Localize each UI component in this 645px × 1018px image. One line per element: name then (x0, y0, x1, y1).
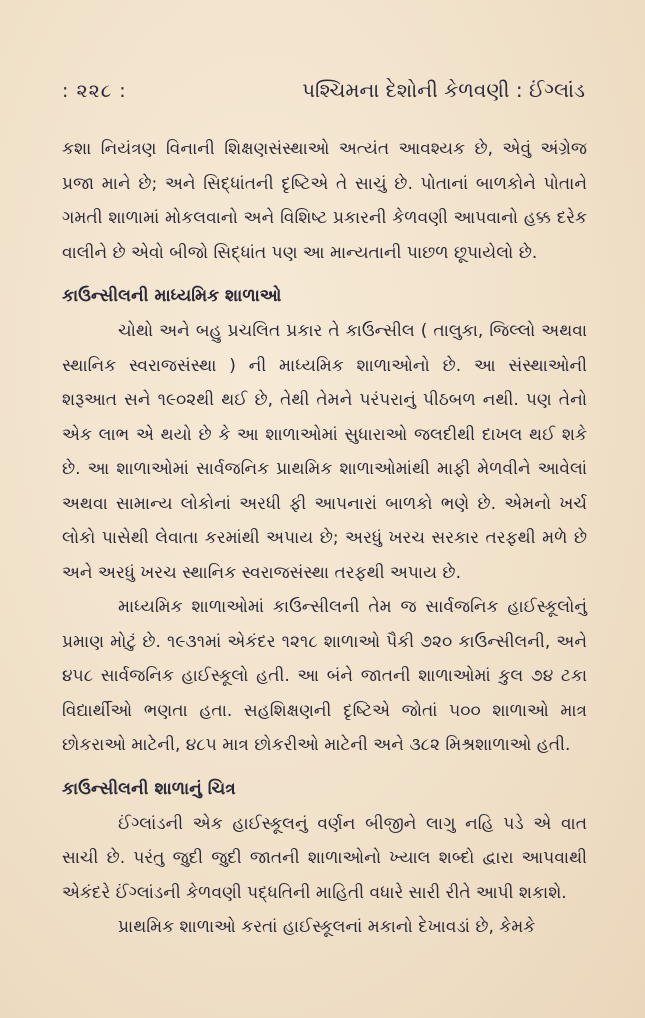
paragraph-4: ઈંગ્લાંડની એક હાઈસ્કૂલનું વર્ણન બીજીને લાગુ નહિ પડે એ વાત સાચી છે. પરંતુ જુદી જુદી જાતની શાળાઓનો ખ્યાલ શબ્દો દ્વારા આપવાથી એકંદરે ઈંગ્લાંડની કેળવણી પદ્ધતિની માહિતી વધારે સારી રીતે આપી શકાશે. (62, 813, 587, 903)
paragraph-2: ચોથો અને બહુ પ્રચલિત પ્રકાર તે કાઉન્સીલ ( તાલુકા, જિલ્લો અથવા સ્થાનિક સ્વરાજસંસ્થા ) ની માધ્યમિક શાળાઓનો છે. આ સંસ્થાઓની શરૂઆત સને ૧૯૦૨થી થઈ છે, તેથી તેમને પરંપરાનું પીઠબળ નથી. પણ તેનો એક લાભ એ થયો છે કે આ શાળાઓમાં સુધારાઓ જલદીથી દાખલ થઈ શકે છે. આ શાળાઓમાં સાર્વજનિક પ્રાથમિક શાળાઓમાંથી માફી મેળવીને આવેલાં અથવા સામાન્ય લોકોનાં અરધી ફી આપનારાં બાળકો ભણે છે. એમનો ખર્ચ લોકો પાસેથી લેવાતા કરમાંથી અપાય છે; અરધું ખરચ સરકાર તરફથી મળે છે અને અરધું ખરચ સ્થાનિક સ્વરાજસંસ્થા તરફથી અપાય છે. (62, 321, 587, 583)
running-title: પશ્ચિમના દેશોની કેળવણી : ઈંગ્લાંડ (302, 78, 585, 102)
page-number: : ૨૨૮ : (62, 80, 127, 102)
section-heading-council-school-picture: કાઉન્સીલની શાળાનું ચિત્ર (62, 778, 236, 799)
paragraph-3: માધ્યમિક શાળાઓમાં કાઉન્સીલની તેમ જ સાર્વજનિક હાઈસ્કૂલોનું પ્રમાણ મોટું છે. ૧૯૩૧માં એકંદર ૧૨૧૮ શાળાઓ પૈકી ૭૨૦ કાઉન્સીલની, અને ૪૫૮ સાર્વજનિક હાઈસ્કૂલો હતી. આ બંને જાતની શાળાઓમાં કુલ ૭૪ ટકા વિદ્યાર્થીઓ ભણતા હતા. સહશિક્ષણની દૃષ્ટિએ જોતાં ૫૦૦ શાળાઓ માત્ર છોકરાઓ માટેની, ૪૮૫ માત્ર છોકરીઓ માટેની અને ૩૮૨ મિશ્રશાળાઓ હતી. (62, 597, 587, 755)
running-head (62, 78, 587, 118)
paragraph-1: કશા નિયંત્રણ વિનાની શિક્ષણસંસ્થાઓ અત્યંત આવશ્યક છે, એવું અંગ્રેજ પ્રજા માને છે; અને સિદ્ધાંતની દૃષ્ટિએ તે સાચું છે. પોતાનાં બાળકોને પોતાને ગમતી શાળામાં મોકલવાનો અને વિશિષ્ટ પ્રકારની કેળવણી આપવાનો હક્ક દરેક વાલીને છે એવો બીજો સિદ્ધાંત પણ આ માન્યતાની પાછળ છૂપાયેલો છે. (62, 139, 587, 263)
paragraph-5: પ્રાથમિક શાળાઓ કરતાં હાઈસ્કૂલનાં મકાનો દેખાવડાં છે, કેમકે (118, 917, 536, 937)
section-heading-council-secondary-schools: કાઉન્સીલની માધ્યમિક શાળાઓ (62, 286, 282, 306)
